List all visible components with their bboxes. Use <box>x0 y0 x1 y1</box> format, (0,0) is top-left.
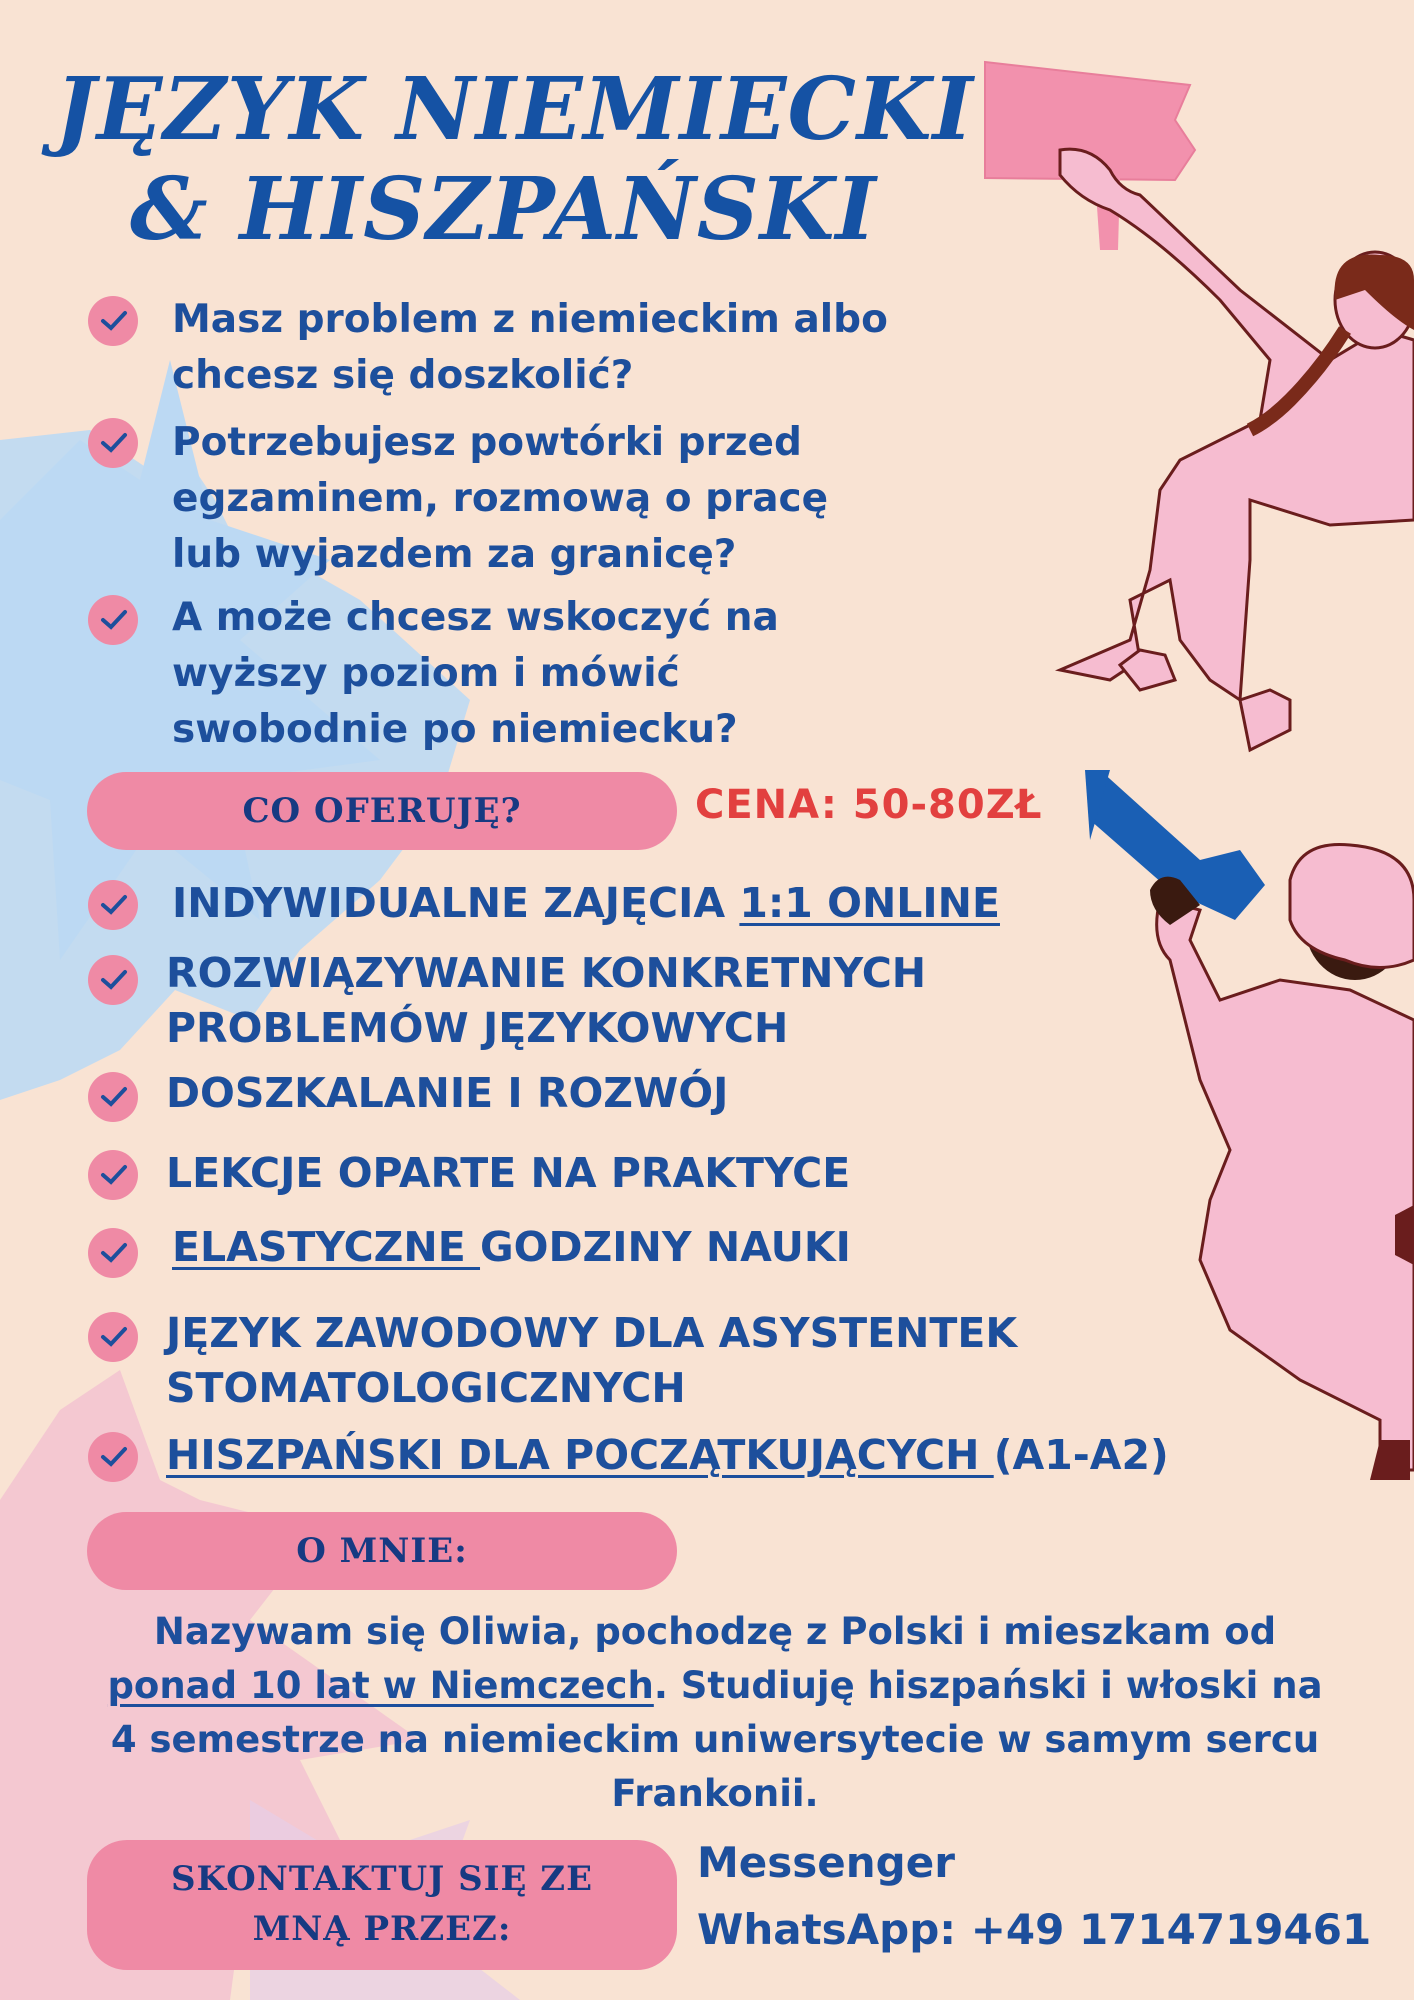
title-line-1: JĘZYK NIEMIECKI <box>55 59 974 160</box>
question-3-line-3: swobodnie po niemiecku? <box>172 707 738 752</box>
contact-messenger: Messenger <box>697 1838 955 1887</box>
contact-heading <box>87 1840 677 1970</box>
page-title <box>55 60 1015 260</box>
offer-item-spanish <box>166 1428 1169 1483</box>
offer-7-link-text: HISZPAŃSKI DLA POCZĄTKUJĄCYCH <box>166 1431 994 1479</box>
contact-whatsapp: WhatsApp: +49 1714719461 <box>697 1905 1372 1954</box>
check-icon <box>88 1228 138 1278</box>
offer-item-problems <box>166 946 926 1056</box>
question-3-line-2: wyższy poziom i mówić <box>172 651 680 696</box>
question-2-line-3: lub wyjazdem za granicę? <box>172 532 737 577</box>
offer-7-text: (A1-A2) <box>993 1431 1169 1479</box>
offer-item-online <box>172 876 1000 931</box>
offer-item-development <box>166 1066 728 1121</box>
check-icon <box>88 880 138 930</box>
about-line-2: . Studiuję hiszpański i włoski na <box>653 1664 1323 1707</box>
question-1 <box>172 292 888 404</box>
question-1-line-2: chcesz się doszkolić? <box>172 353 634 398</box>
about-line-3: 4 semestrze na niemieckim uniwersytecie w samym sercu <box>110 1718 1320 1761</box>
offer-5-link-text: ELASTYCZNE <box>172 1223 481 1271</box>
offer-1-text: INDYWIDUALNE ZAJĘCIA <box>172 879 740 927</box>
offer-item-flexible <box>172 1220 851 1275</box>
woman-with-megaphone-illustration-bottom <box>1085 770 1414 1480</box>
price-label: CENA: 50-80ZŁ <box>695 782 1043 828</box>
about-link-text: ponad 10 lat w Niemczech <box>107 1664 654 1707</box>
check-icon <box>88 955 138 1005</box>
contact-heading-line-1: SKONTAKTUJ SIĘ ZE <box>170 1859 594 1899</box>
title-line-2: & HISZPAŃSKI <box>130 159 877 260</box>
check-icon <box>88 1150 138 1200</box>
check-icon <box>88 1312 138 1362</box>
check-icon <box>88 595 138 645</box>
offer-item-practice <box>166 1146 850 1201</box>
offer-3-text: DOSZKALANIE I ROZWÓJ <box>166 1069 729 1117</box>
contact-heading-line-2: MNĄ PRZEZ: <box>252 1909 512 1949</box>
check-icon <box>88 418 138 468</box>
check-icon <box>88 296 138 346</box>
about-heading: O MNIE: <box>87 1512 677 1590</box>
offer-6-line-2: STOMATOLOGICZNYCH <box>166 1364 686 1412</box>
about-line-4: Frankonii. <box>611 1772 819 1815</box>
woman-with-megaphone-illustration-top <box>985 62 1414 750</box>
check-icon <box>88 1072 138 1122</box>
question-3 <box>172 590 779 758</box>
offer-2-line-1: ROZWIĄZYWANIE KONKRETNYCH <box>166 949 927 997</box>
offer-2-line-2: PROBLEMÓW JĘZYKOWYCH <box>166 1004 789 1052</box>
offer-1-link-text: 1:1 ONLINE <box>739 879 1000 927</box>
question-2-line-1: Potrzebujesz powtórki przed <box>172 420 802 465</box>
question-2 <box>172 415 828 583</box>
about-line-1: Nazywam się Oliwia, pochodzę z Polski i mieszkam od <box>153 1610 1277 1653</box>
offer-heading: CO OFERUJĘ? <box>87 772 677 850</box>
offer-item-dental <box>166 1306 1017 1416</box>
question-2-line-2: egzaminem, rozmową o pracę <box>172 476 829 521</box>
check-icon <box>88 1432 138 1482</box>
question-1-line-1: Masz problem z niemieckim albo <box>172 297 888 342</box>
offer-6-line-1: JĘZYK ZAWODOWY DLA ASYSTENTEK <box>166 1309 1018 1357</box>
about-text <box>80 1605 1350 1821</box>
offer-4-text: LEKCJE OPARTE NA PRAKTYCE <box>166 1149 851 1197</box>
question-3-line-1: A może chcesz wskoczyć na <box>172 595 779 640</box>
offer-5-text: GODZINY NAUKI <box>480 1223 851 1271</box>
